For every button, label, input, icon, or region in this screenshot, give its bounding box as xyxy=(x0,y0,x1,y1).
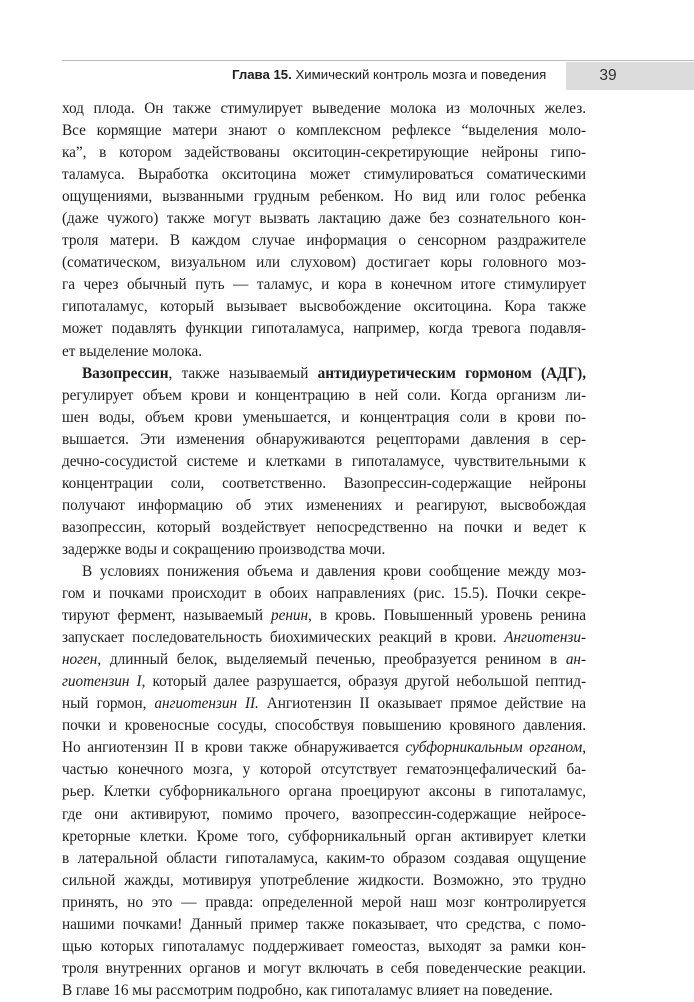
text-run: нашими почками! Данный пример также показывает, что средства, с помо- xyxy=(62,915,586,933)
text-line xyxy=(62,958,586,980)
text-line xyxy=(62,715,586,737)
text-run: может подавлять функции гипоталамуса, например, когда тревога подавля- xyxy=(62,320,586,338)
text-run: троля внутренних органов и могут включать в себя поведенческие реакции. xyxy=(62,959,586,977)
text-line xyxy=(62,451,586,473)
text-line xyxy=(62,737,586,759)
text-line xyxy=(62,936,586,958)
text-run: шен воды, объем крови уменьшается, и концентрация соли в крови по- xyxy=(62,408,586,426)
text-run: щью которых гипоталамус поддерживает гомеостаз, выходят за рамки кон- xyxy=(62,937,586,955)
text-line xyxy=(62,98,586,120)
text-line xyxy=(62,252,586,274)
text-line xyxy=(62,318,586,340)
text-run: , длинный белок, выделяемый печенью, преобразуется ренином в xyxy=(97,651,566,669)
text-line xyxy=(62,693,586,715)
text-run: ход плода. Он также стимулирует выведение молока из молочных желез. xyxy=(62,100,586,117)
text-line xyxy=(62,120,586,142)
text-line xyxy=(62,980,586,1002)
text-line xyxy=(62,781,586,803)
text-run: троля матери. В каждом случае информация о сенсорном раздражителе xyxy=(62,232,586,250)
italic-term: ноген xyxy=(62,651,98,669)
text-line xyxy=(62,495,586,517)
text-run: , также называемый xyxy=(168,364,318,382)
text-run: ный гормон, xyxy=(62,695,155,713)
text-line xyxy=(62,826,586,848)
text-run: запускает последовательность биохимических реакций в крови. xyxy=(62,629,505,647)
italic-term: гиотензин I xyxy=(62,673,142,691)
text-line xyxy=(62,208,586,230)
text-run: тируют фермент, называемый xyxy=(62,607,272,625)
text-line xyxy=(62,804,586,826)
text-line xyxy=(62,473,586,495)
page-number: 39 xyxy=(599,67,617,84)
text-line xyxy=(62,892,586,914)
text-line xyxy=(62,583,586,605)
text-run: Но ангиотензин II в крови также обнаруживается xyxy=(62,739,406,757)
body-text xyxy=(62,98,586,1002)
italic-term: субфорникальным органом xyxy=(405,739,583,757)
text-line xyxy=(62,407,586,429)
text-run: вышается. Эти изменения обнаруживаются рецепторами давления в сер- xyxy=(62,430,586,448)
text-run: принять, но это — правда: определенной мерой наш мозг контролируется xyxy=(62,893,586,911)
text-run: га через обычный путь — таламус, и кора в конечном итоге стимулирует xyxy=(62,276,586,294)
text-run: где они активируют, помимо прочего, вазопрессин-содержащие нейросе- xyxy=(62,805,586,823)
text-run: гипоталамус, который вызывает высвобождение окситоцина. Кора также xyxy=(62,298,586,316)
text-run: , который далее разрушается, образуя другой небольшой пептид- xyxy=(141,673,586,691)
page-number-box xyxy=(566,62,694,90)
text-line xyxy=(62,649,586,671)
text-run: получают информацию об этих изменениях и реагируют, высвобождая xyxy=(62,496,586,514)
text-line xyxy=(62,164,586,186)
text-run: почки и кровеносные сосуды, способствуя повышению кровяного давления. xyxy=(62,717,586,735)
text-line xyxy=(62,186,586,208)
text-line xyxy=(62,671,586,693)
text-line xyxy=(62,296,586,318)
chapter-title: Химический контроль мозга и поведения xyxy=(295,67,547,82)
text-run: регулирует объем крови и концентрацию в ней соли. Когда организм ли- xyxy=(62,386,586,404)
text-run: , в кровь. Повышенный уровень ренина xyxy=(308,607,586,625)
text-run: ощущениями, вызванными грудным ребенком. Но вид или голос ребенка xyxy=(62,188,586,206)
bold-term: Вазопрессин xyxy=(82,364,169,382)
text-run: , xyxy=(582,739,586,757)
text-line xyxy=(62,230,586,252)
text-run: ет выделение молока. xyxy=(62,342,203,360)
text-run: сильной жажды, мотивируя употребление жидкости. Возможно, это трудно xyxy=(62,871,586,889)
header-rule xyxy=(62,60,694,61)
italic-term: ангиотензин II. xyxy=(154,695,259,713)
text-run: ка”, в котором задействованы окситоцин-секретирующие нейроны гипо- xyxy=(62,144,586,162)
text-line xyxy=(62,517,586,539)
text-run: рьер. Клетки субфорникального органа проецируют аксоны в гипоталамус, xyxy=(62,783,586,801)
text-line xyxy=(62,341,586,363)
text-run: задержке воды и сокращению производства мочи. xyxy=(62,540,386,558)
text-run: в латеральной области гипоталамуса, каким-то образом создавая ощущение xyxy=(62,849,586,867)
text-run: (соматическом, визуальном или слуховом) достигает коры головного моз- xyxy=(62,254,586,272)
text-line xyxy=(62,561,586,583)
chapter-label: Глава 15. xyxy=(232,67,292,82)
text-line xyxy=(62,914,586,936)
text-run: гом и почками происходит в обоих направлениях (рис. 15.5). Почки секре- xyxy=(62,585,586,603)
text-run: В условиях понижения объема и давления крови сообщение между моз- xyxy=(82,562,586,580)
text-run: Все кормящие матери знают о комплексном рефлексе “выделения моло- xyxy=(62,122,586,140)
text-line xyxy=(62,605,586,627)
italic-term: ан- xyxy=(565,651,586,669)
text-run: дечно-сосудистой системе и клетками в гипоталамусе, чувствительными к xyxy=(62,452,586,470)
text-run: вазопрессин, который воздействует непосредственно на почки и ведет к xyxy=(62,518,586,536)
text-run: креторные клетки. Кроме того, субфорникальный орган активирует клетки xyxy=(62,827,586,845)
italic-term: ренин xyxy=(271,607,309,625)
text-line xyxy=(62,385,586,407)
text-line xyxy=(62,429,586,451)
text-line xyxy=(62,759,586,781)
running-header xyxy=(232,64,562,86)
text-line xyxy=(62,363,586,385)
text-line xyxy=(62,142,586,164)
text-line xyxy=(62,539,586,561)
italic-term: Ангиотензи- xyxy=(504,629,586,647)
text-run: частью конечного мозга, у которой отсутствует гематоэнцефалический ба- xyxy=(62,761,586,779)
text-run: В главе 16 мы рассмотрим подробно, как гипоталамус влияет на поведение. xyxy=(62,981,553,999)
text-line xyxy=(62,870,586,892)
text-run: концентрации соли, соответственно. Вазопрессин-содержащие нейроны xyxy=(62,474,586,492)
bold-term: антидиуретическим гормоном (АДГ), xyxy=(317,364,586,382)
text-line xyxy=(62,627,586,649)
text-line xyxy=(62,274,586,296)
text-line xyxy=(62,848,586,870)
text-run: (даже чужого) также могут вызвать лактацию даже без сознательного кон- xyxy=(62,210,586,228)
text-run: таламуса. Выработка окситоцина может стимулироваться соматическими xyxy=(62,166,586,184)
text-run: Ангиотензин II оказывает прямое действие на xyxy=(258,695,587,713)
